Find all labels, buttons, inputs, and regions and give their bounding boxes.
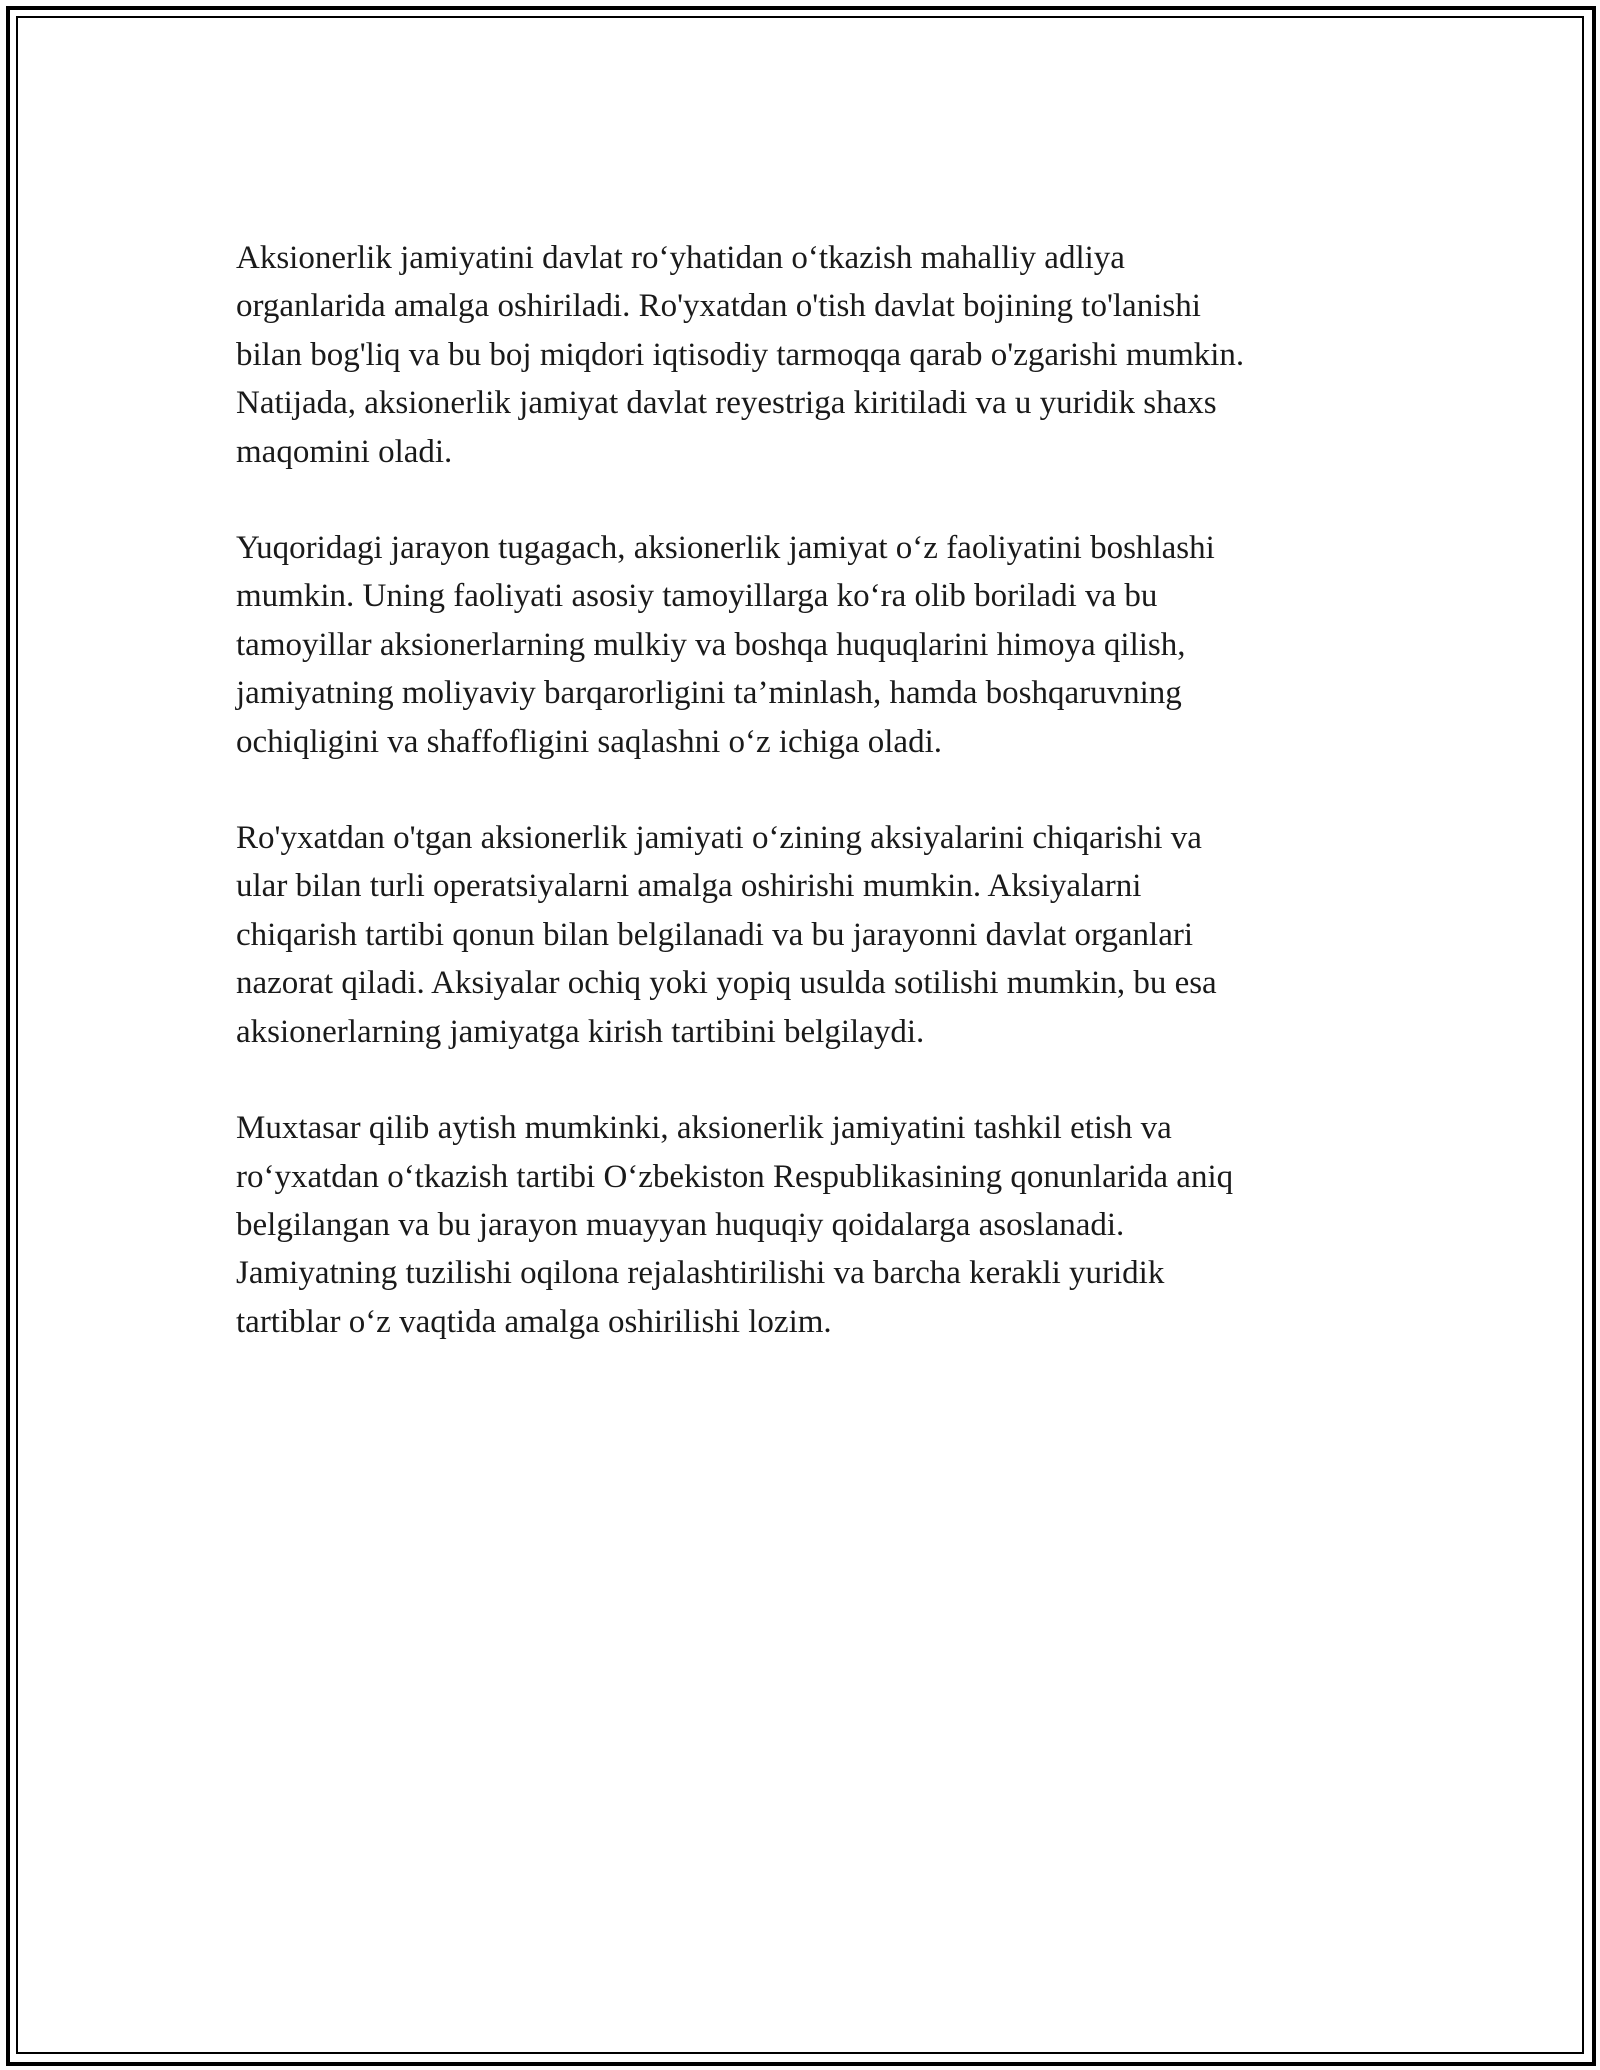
text-line: Yuqoridagi jarayon tugagach, aksionerlik jamiyat o‘z faoliyatini boshlashi bbox=[236, 530, 1215, 567]
text-line: organlarida amalga oshiriladi. Ro'yxatdan o'tish davlat bojining to'lanishi bbox=[236, 288, 1201, 325]
text-line: ular bilan turli operatsiyalarni amalga oshirishi mumkin. Aksiyalarni bbox=[236, 868, 1142, 905]
text-line: ochiqligini va shaffofligini saqlashni o‘z ichiga oladi. bbox=[236, 723, 942, 760]
text-line: mumkin. Uning faoliyati asosiy tamoyillarga ko‘ra olib boriladi va bu bbox=[236, 578, 1158, 615]
text-line: chiqarish tartibi qonun bilan belgilanadi va bu jarayonni davlat organlari bbox=[236, 916, 1194, 953]
text-line: tartiblar o‘z vaqtida amalga oshirilishi lozim. bbox=[236, 1303, 832, 1340]
paragraph-1 bbox=[236, 234, 1376, 476]
text-line: nazorat qiladi. Aksiyalar ochiq yoki yopiq usulda sotilishi mumkin, bu esa bbox=[236, 965, 1217, 1002]
text-line: aksionerlarning jamiyatga kirish tartibini belgilaydi. bbox=[236, 1013, 925, 1050]
text-line: maqomini oladi. bbox=[236, 433, 453, 470]
text-line: Aksionerlik jamiyatini davlat ro‘yhatidan o‘tkazish mahalliy adliya bbox=[236, 240, 1125, 276]
text-line: Muxtasar qilib aytish mumkinki, aksionerlik jamiyatini tashkil etish va bbox=[236, 1110, 1172, 1147]
text-line: Jamiyatning tuzilishi oqilona rejalashtirilishi va barcha kerakli yuridik bbox=[236, 1255, 1165, 1292]
paragraph-3 bbox=[236, 814, 1376, 1056]
document-body bbox=[236, 234, 1376, 1394]
text-line: Natijada, aksionerlik jamiyat davlat reyestriga kiritiladi va u yuridik shaxs bbox=[236, 385, 1217, 422]
paragraph-2 bbox=[236, 524, 1376, 766]
text-line: jamiyatning moliyaviy barqarorligini ta’minlash, hamda boshqaruvning bbox=[236, 675, 1182, 712]
paragraph-4 bbox=[236, 1104, 1376, 1346]
text-line: bilan bog'liq va bu boj miqdori iqtisodiy tarmoqqa qarab o'zgarishi mumkin. bbox=[236, 336, 1245, 373]
text-line: belgilangan va bu jarayon muayyan huquqiy qoidalarga asoslanadi. bbox=[236, 1206, 1125, 1243]
text-line: ro‘yxatdan o‘tkazish tartibi O‘zbekiston Respublikasining qonunlarida aniq bbox=[236, 1158, 1234, 1195]
text-line: Ro'yxatdan o'tgan aksionerlik jamiyati o‘zining aksiyalarini chiqarishi va bbox=[236, 820, 1202, 857]
text-line: tamoyillar aksionerlarning mulkiy va boshqa huquqlarini himoya qilish, bbox=[236, 626, 1186, 663]
